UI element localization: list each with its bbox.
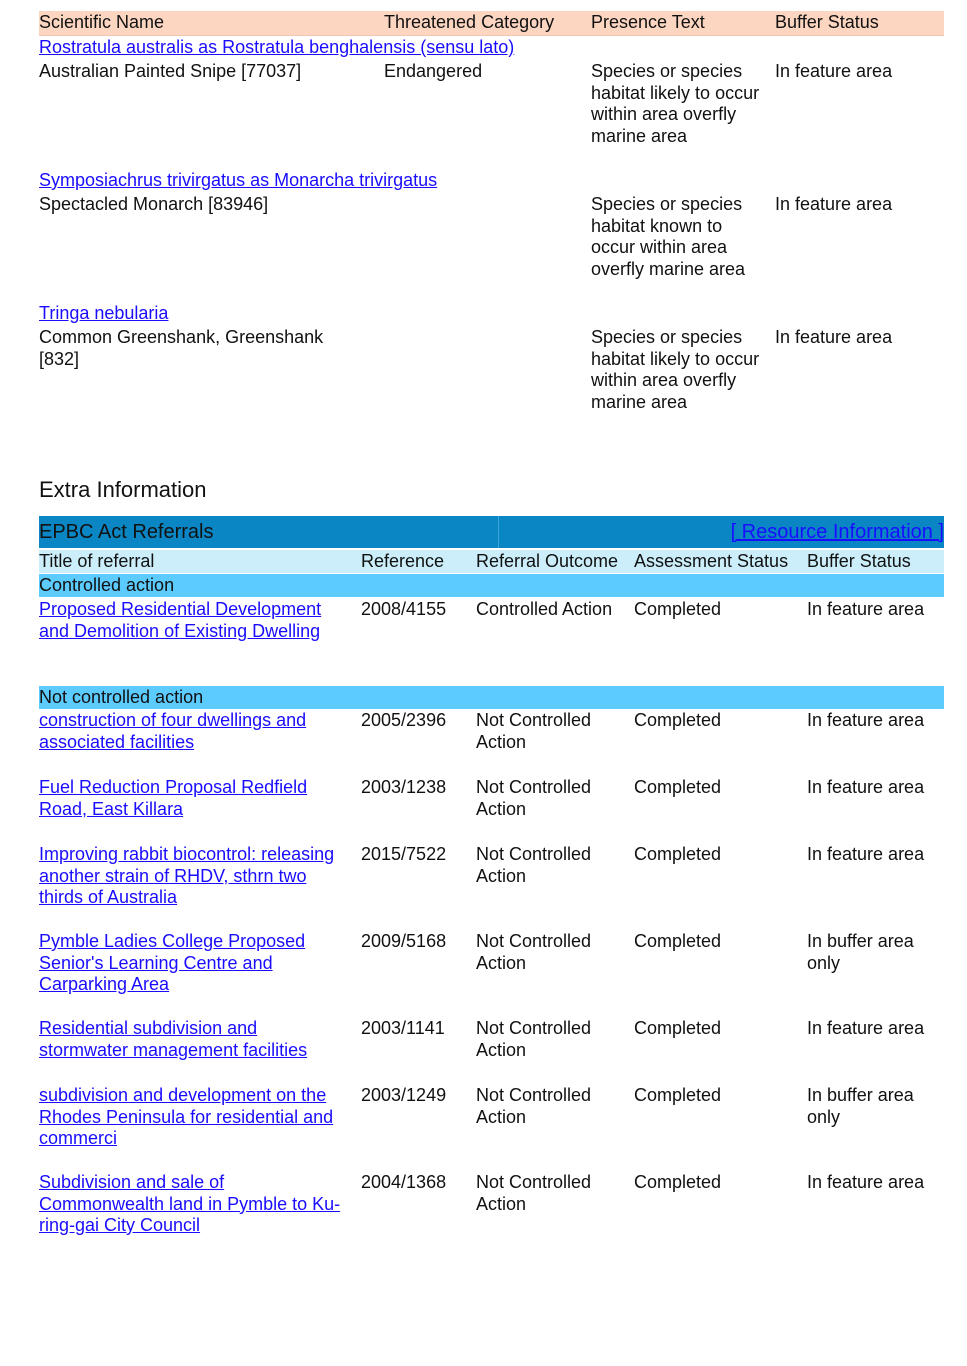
species-buffer: In feature area <box>775 327 893 347</box>
referral-title-link[interactable]: Residential subdivision and stormwater management facilities <box>39 1018 308 1060</box>
referral-buffer-status: In feature area <box>807 599 925 619</box>
referral-assessment-status: Completed <box>634 710 722 730</box>
referral-outcome: Controlled Action <box>476 599 613 619</box>
referral-outcome: Not Controlled Action <box>476 931 592 973</box>
header-buffer-status: Buffer Status <box>775 12 879 32</box>
referrals-banner-title-cell <box>39 516 499 548</box>
species-category: Endangered <box>384 61 483 81</box>
referral-assessment-status: Completed <box>634 1085 722 1105</box>
referral-reference: 2005/2396 <box>361 710 447 730</box>
species-presence: Species or species habitat likely to occur within area overfly marine area <box>591 327 760 412</box>
referral-reference: 2015/7522 <box>361 844 447 864</box>
referral-outcome: Not Controlled Action <box>476 1085 592 1127</box>
species-presence: Species or species habitat likely to occur within area overfly marine area <box>591 61 760 146</box>
referrals-banner-title: EPBC Act Referrals <box>39 521 214 543</box>
group-label: Controlled action <box>39 575 175 595</box>
referral-assessment-status: Completed <box>634 931 722 951</box>
header-threatened-category: Threatened Category <box>384 12 555 32</box>
species-scientific-link[interactable]: Tringa nebularia <box>39 303 169 323</box>
group-label: Not controlled action <box>39 687 204 707</box>
referral-reference: 2003/1141 <box>361 1018 445 1038</box>
referral-title-link[interactable]: Pymble Ladies College Proposed Senior's Learning Centre and Carparking Area <box>39 931 306 994</box>
header-presence-text: Presence Text <box>591 12 705 32</box>
referral-title-link[interactable]: subdivision and development on the Rhodes Peninsula for residential and commerci <box>39 1085 334 1148</box>
species-buffer: In feature area <box>775 61 893 81</box>
referral-title-link[interactable]: Improving rabbit biocontrol: releasing another strain of RHDV, sthrn two thirds of Australia <box>39 844 335 907</box>
referral-reference: 2004/1368 <box>361 1172 447 1192</box>
referral-outcome: Not Controlled Action <box>476 1018 592 1060</box>
header-title-of-referral: Title of referral <box>39 551 155 571</box>
group-controlled-action <box>39 574 944 597</box>
referral-buffer-status: In buffer area only <box>807 931 914 973</box>
species-table-header <box>39 11 944 36</box>
referral-title-link[interactable]: Subdivision and sale of Commonwealth land in Pymble to Ku-ring-gai City Council <box>39 1172 341 1235</box>
referral-title-link[interactable]: Fuel Reduction Proposal Redfield Road, East Killara <box>39 777 308 819</box>
header-buffer-status: Buffer Status <box>807 551 911 571</box>
header-reference: Reference <box>361 551 445 571</box>
referral-buffer-status: In feature area <box>807 1172 925 1192</box>
referral-buffer-status: In feature area <box>807 1018 925 1038</box>
species-scientific-link[interactable]: Symposiachrus trivirgatus as Monarcha trivirgatus <box>39 170 438 190</box>
referral-buffer-status: In feature area <box>807 710 925 730</box>
referral-title-link[interactable]: Proposed Residential Development and Demolition of Existing Dwelling <box>39 599 322 641</box>
referral-assessment-status: Completed <box>634 1172 722 1192</box>
species-common-name: Australian Painted Snipe [77037] <box>39 61 302 81</box>
species-buffer: In feature area <box>775 194 893 214</box>
resource-information-link[interactable]: [ Resource Information ] <box>730 521 944 543</box>
species-scientific-link[interactable]: Rostratula australis as Rostratula benghalensis (sensu lato) <box>39 37 515 57</box>
referral-outcome: Not Controlled Action <box>476 710 592 752</box>
extra-information-heading: Extra Information <box>39 477 207 502</box>
referral-outcome: Not Controlled Action <box>476 844 592 886</box>
referrals-banner <box>39 516 944 548</box>
referral-assessment-status: Completed <box>634 1018 722 1038</box>
header-scientific-name: Scientific Name <box>39 12 165 32</box>
referral-buffer-status: In buffer area only <box>807 1085 914 1127</box>
referral-title-link[interactable]: construction of four dwellings and associated facilities <box>39 710 307 752</box>
referral-assessment-status: Completed <box>634 844 722 864</box>
header-referral-outcome: Referral Outcome <box>476 551 619 571</box>
referral-assessment-status: Completed <box>634 599 722 619</box>
referral-reference: 2008/4155 <box>361 599 447 619</box>
referral-reference: 2003/1238 <box>361 777 447 797</box>
header-assessment-status: Assessment Status <box>634 551 789 571</box>
referral-reference: 2009/5168 <box>361 931 447 951</box>
species-common-name: Spectacled Monarch [83946] <box>39 194 269 214</box>
species-presence: Species or species habitat known to occur within area overfly marine area <box>591 194 746 279</box>
group-not-controlled-action <box>39 686 944 709</box>
referral-assessment-status: Completed <box>634 777 722 797</box>
referral-outcome: Not Controlled Action <box>476 1172 592 1214</box>
referral-buffer-status: In feature area <box>807 777 925 797</box>
referral-buffer-status: In feature area <box>807 844 925 864</box>
referrals-column-header <box>39 550 944 573</box>
species-common-name: Common Greenshank, Greenshank [832] <box>39 327 324 369</box>
referral-reference: 2003/1249 <box>361 1085 447 1105</box>
referral-outcome: Not Controlled Action <box>476 777 592 819</box>
